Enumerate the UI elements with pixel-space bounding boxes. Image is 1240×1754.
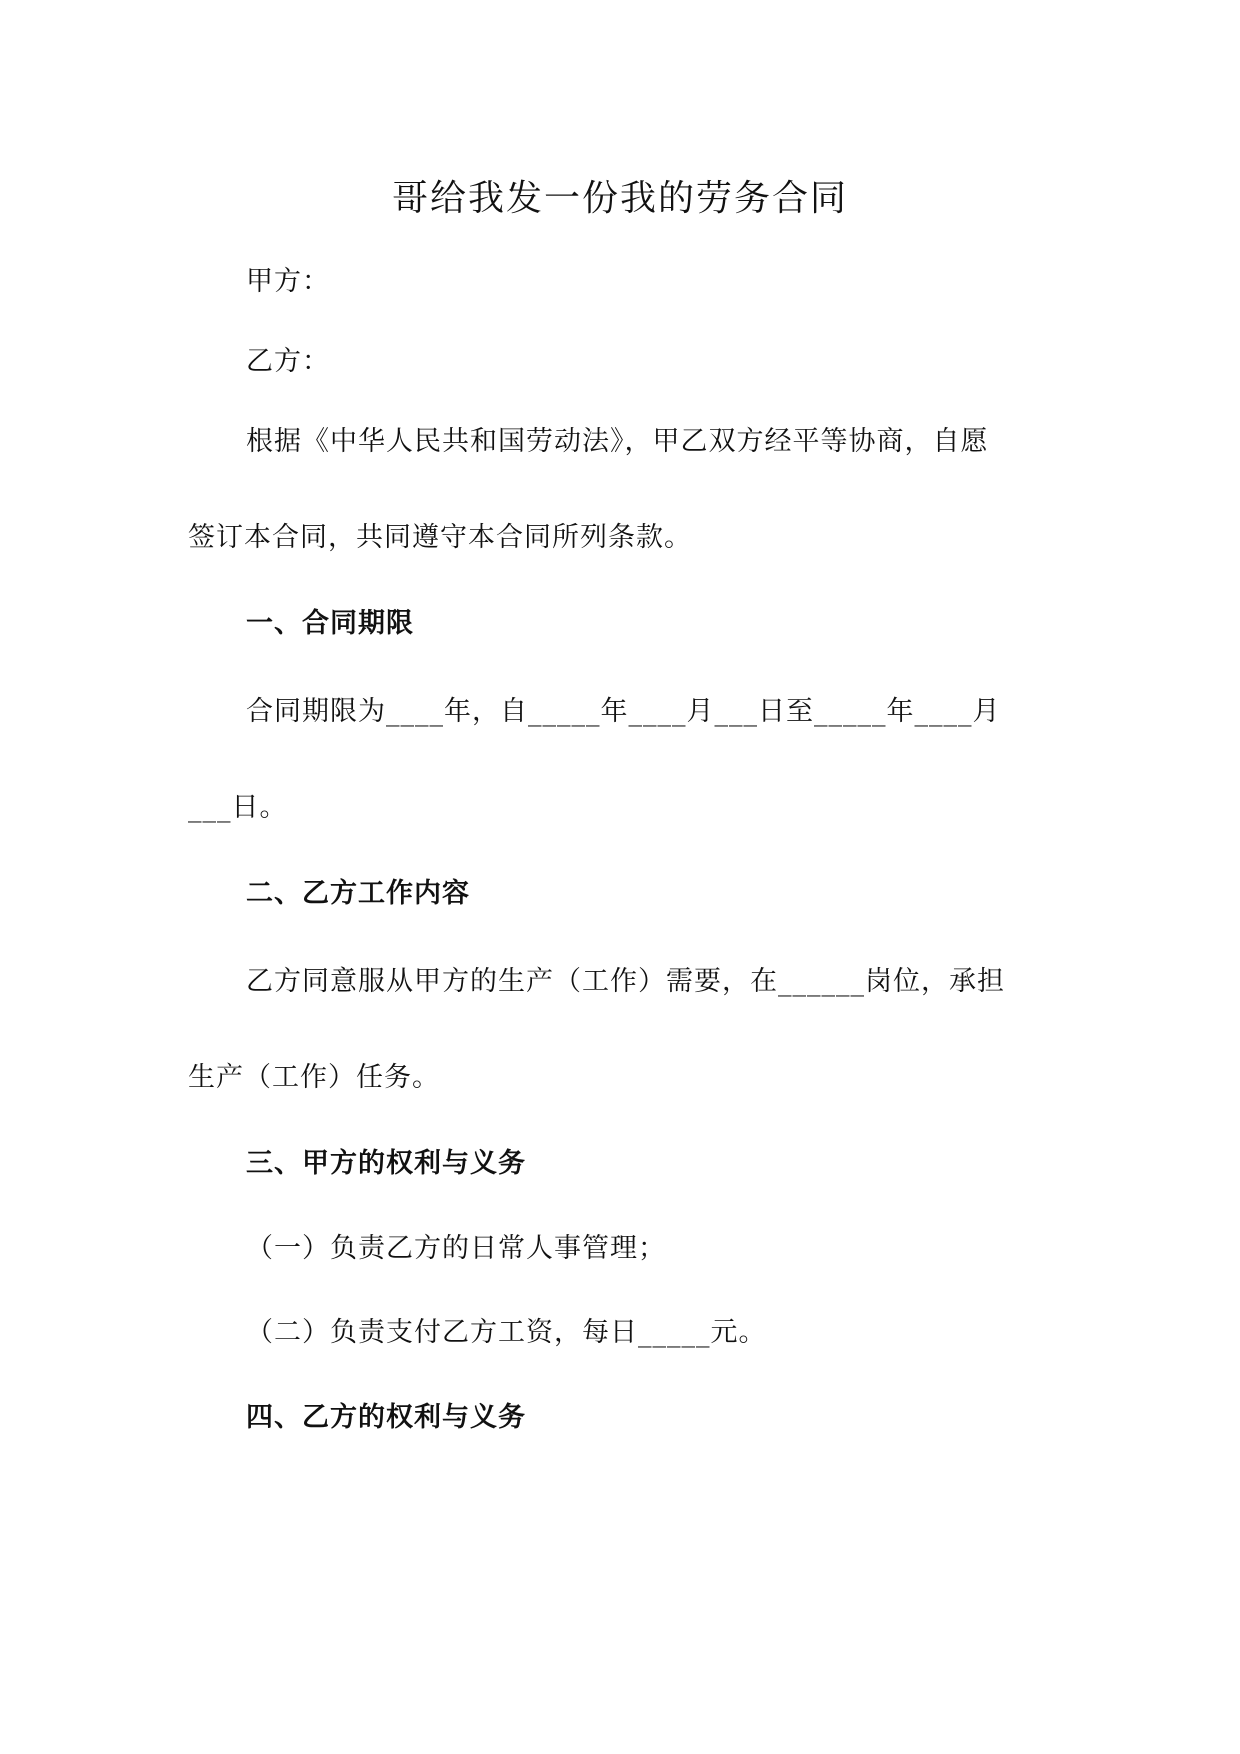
section-party-a-item-2: （二）负责支付乙方工资，每日_____元。 [246, 1317, 767, 1348]
section-heading-term: 一、合同期限 [246, 608, 414, 639]
party-a-label: 甲方： [246, 266, 330, 297]
section-heading-party-b-duties: 四、乙方的权利与义务 [246, 1402, 526, 1433]
preamble-line-1: 根据《中华人民共和国劳动法》，甲乙双方经平等协商，自愿 [246, 426, 989, 457]
section-work-line-2: 生产（工作）任务。 [188, 1062, 440, 1093]
section-party-a-item-1: （一）负责乙方的日常人事管理； [246, 1233, 666, 1264]
section-heading-party-a-duties: 三、甲方的权利与义务 [246, 1148, 526, 1179]
party-b-label: 乙方： [246, 346, 330, 377]
document-title: 哥给我发一份我的劳务合同 [391, 178, 848, 219]
section-term-line-1: 合同期限为____年，自_____年____月___日至_____年____月 [246, 696, 1001, 727]
section-term-line-2: ___日。 [188, 792, 288, 823]
section-heading-work-content: 二、乙方工作内容 [246, 878, 470, 909]
preamble-line-2: 签订本合同，共同遵守本合同所列条款。 [188, 522, 692, 553]
section-work-line-1: 乙方同意服从甲方的生产（工作）需要，在______岗位，承担 [246, 966, 1005, 997]
